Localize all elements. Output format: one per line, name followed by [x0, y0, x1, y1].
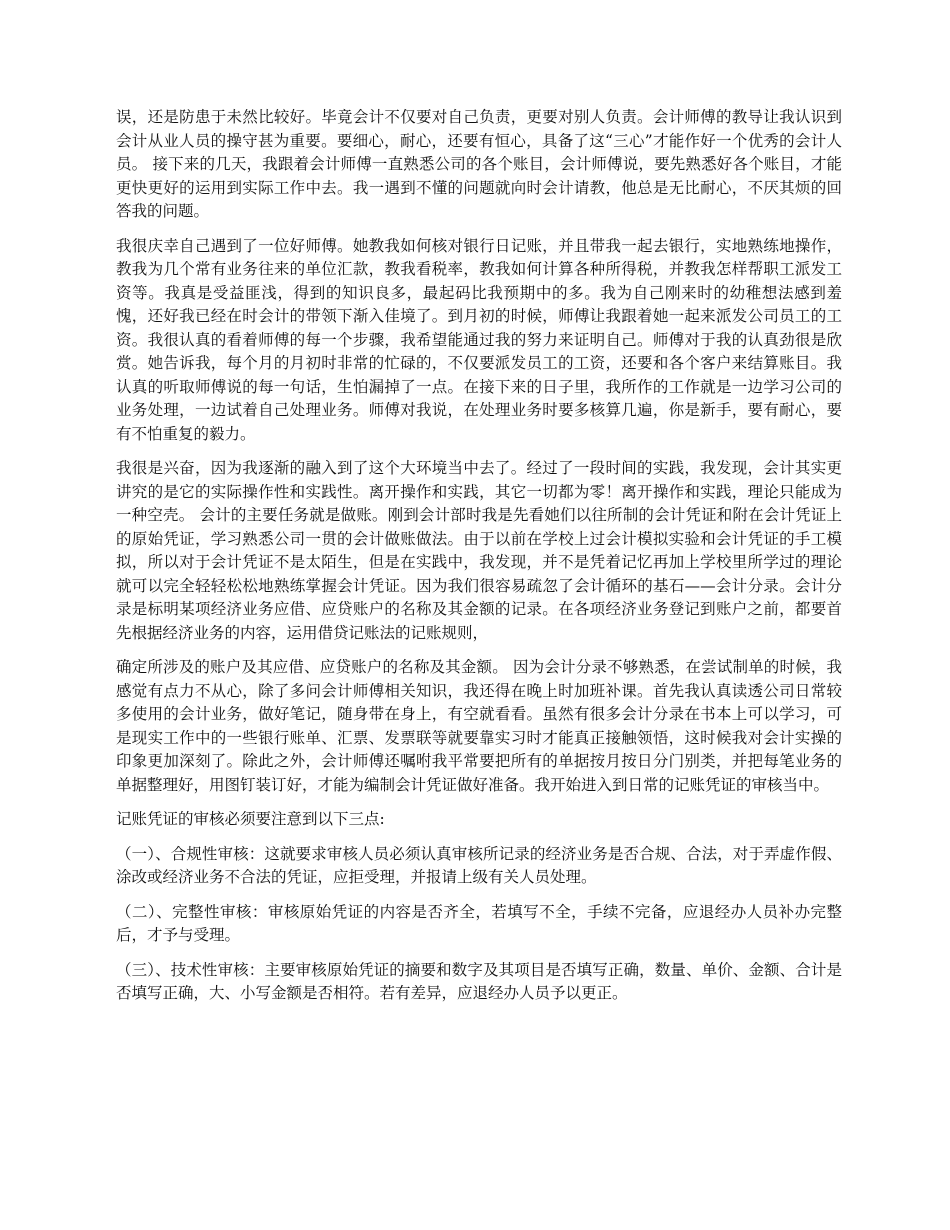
paragraph-6-item-1: （一）、合规性审核：这就要求审核人员必须认真审核所记录的经济业务是否合规、合法，对于弄虚作假、涂改或经济业务不合法的凭证，应拒受理，并报请上级有关人员处理。 — [116, 844, 842, 886]
paragraph-8-item-3: （三）、技术性审核：主要审核原始凭证的摘要和数字及其项目是否填写正确，数量、单价、金额、合计是否填写正确，大、小写金额是否相符。若有差异，应退经办人员予以更正。 — [116, 960, 842, 1002]
paragraph-5-heading: 记账凭证的审核必须要注意到以下三点: — [116, 810, 385, 828]
paragraph-7-item-2: （二）、完整性审核：审核原始凭证的内容是否齐全，若填写不全，手续不完备，应退经办人员补办完整后，才予与受理。 — [116, 902, 842, 944]
paragraph-4: 确定所涉及的账户及其应借、应贷账户的名称及其金额。 因为会计分录不够熟悉，在尝试制单的时候，我感觉有点力不从心，除了多问会计师傅相关知识，我还得在晚上时加班补课。首先我认真读透公司日常较多使用的会计业务，做好笔记，随身带在身上，有空就看看。虽然有很多会计分录在书本上可以学习，可是现实工作中的一些银行账单、汇票、发票联等就要靠实习时才能真正接触领悟，这时候我对会计实操的印象更加深刻了。除此之外，会计师傅还嘱咐我平常要把所有的单据按月按日分门别类，并把每笔业务的单据整理好，用图钉装订好，才能为编制会计凭证做好准备。我开始进入到日常的记账凭证的审核当中。 — [116, 658, 842, 794]
paragraph-2: 我很庆幸自己遇到了一位好师傅。她教我如何核对银行日记账，并且带我一起去银行，实地熟练地操作，教我为几个常有业务往来的单位汇款，教我看税率，教我如何计算各种所得税，并教我怎样帮职工派发工资等。我真是受益匪浅，得到的知识良多，最起码比我预期中的多。我为自己刚来时的幼稚想法感到羞愧，还好我已经在时会计的带领下渐入佳境了。到月初的时候，师傅让我跟着她一起来派发公司员工的工资。我很认真的看着师傅的每一个步骤，我希望能通过我的努力来证明自己。师傅对于我的认真劲很是欣赏。她告诉我，每个月的月初时非常的忙碌的，不仅要派发员工的工资，还要和各个客户来结算账目。我认真的听取师傅说的每一句话，生怕漏掉了一点。在接下来的日子里，我所作的工作就是一边学习公司的业务处理，一边试着自己处理业务。师傅对我说，在处理业务时要多核算几遍，你是新手，要有耐心，要有不怕重复的毅力。 — [116, 236, 842, 443]
paragraph-1: 误，还是防患于未然比较好。毕竟会计不仅要对自己负责，更要对别人负责。会计师傅的教导让我认识到会计从业人员的操守甚为重要。要细心，耐心，还要有恒心，具备了这“三心”才能作好一个优秀的会计人员。 接下来的几天，我跟着会计师傅一直熟悉公司的各个账目，会计师傅说，要先熟悉好各个账目，才能更快更好的运用到实际工作中去。我一遇到不懂的问题就向时会计请教，他总是无比耐心，不厌其烦的回答我的问题。 — [116, 108, 842, 220]
document-body — [116, 106, 842, 1017]
paragraph-3: 我很是兴奋，因为我逐渐的融入到了这个大环境当中去了。经过了一段时间的实践，我发现，会计其实更讲究的是它的实际操作性和实践性。离开操作和实践，其它一切都为零！离开操作和实践，理论只能成为一种空壳。 会计的主要任务就是做账。刚到会计部时我是先看她们以往所制的会计凭证和附在会计凭证上的原始凭证，学习熟悉公司一贯的会计做账做法。由于以前在学校上过会计模拟实验和会计凭证的手工模拟，所以对于会计凭证不是太陌生，但是在实践中，我发现，并不是凭着记忆再加上学校里所学过的理论就可以完全轻轻松松地熟练掌握会计凭证。因为我们很容易疏忽了会计循环的基石——会计分录。会计分录是标明某项经济业务应借、应贷账户的名称及其金额的记录。在各项经济业务登记到账户之前，都要首先根据经济业务的内容，运用借贷记账法的记账规则， — [116, 459, 842, 642]
